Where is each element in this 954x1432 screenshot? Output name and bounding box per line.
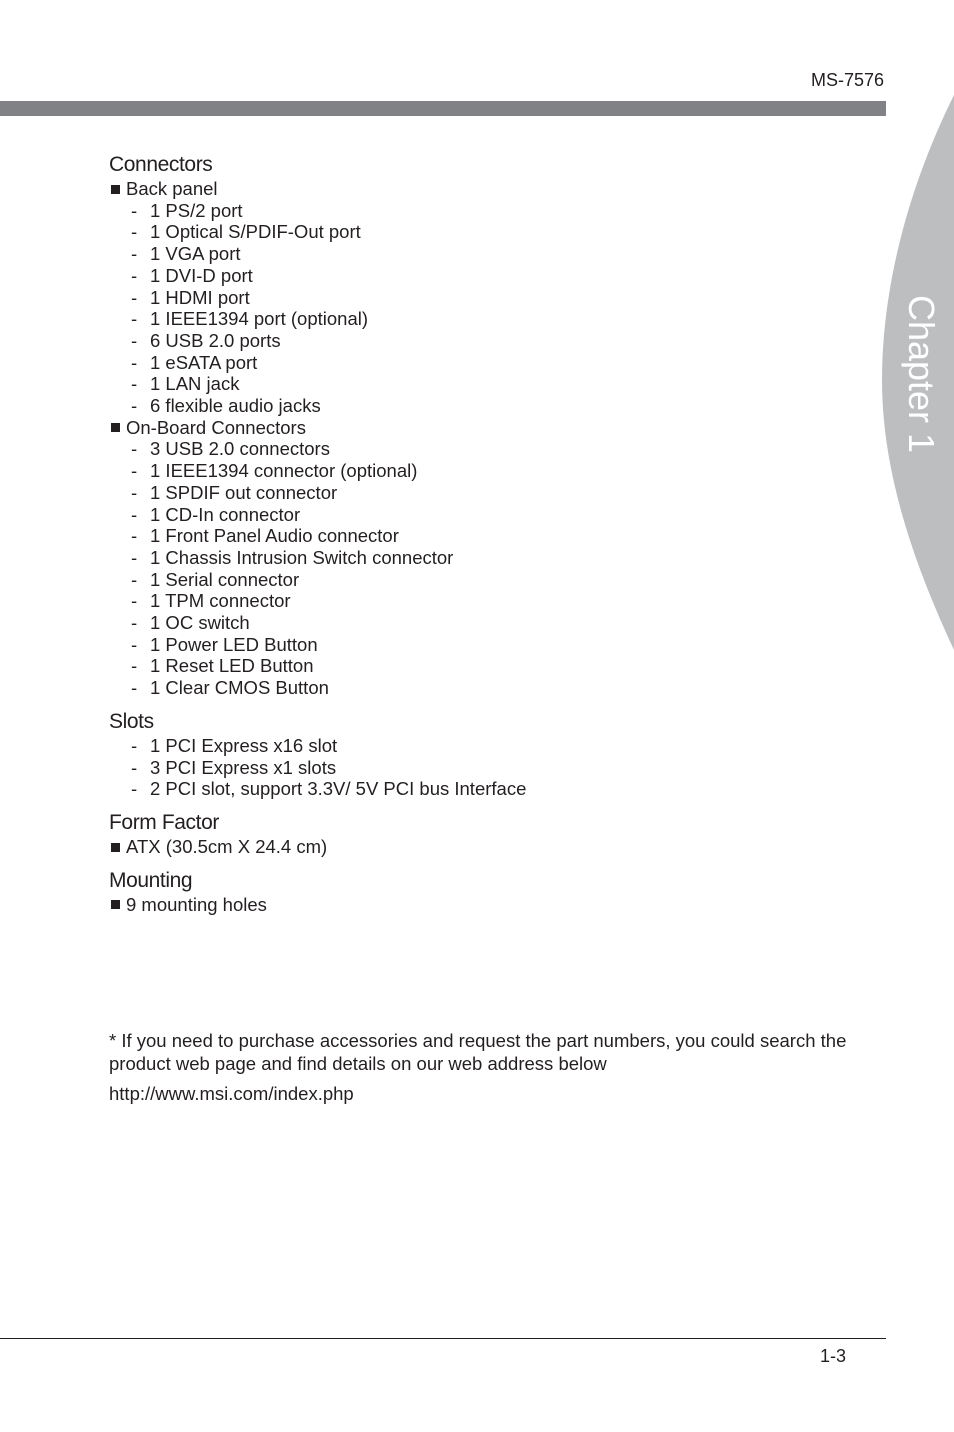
dash-marker: - [131, 590, 138, 612]
mounting-item: 9 mounting holes [109, 894, 869, 916]
list-item [109, 757, 869, 779]
footnote-url[interactable]: http://www.msi.com/index.php [109, 1083, 354, 1104]
bullet-icon [111, 423, 120, 432]
dash-marker: - [131, 655, 138, 677]
dash-marker: - [131, 460, 138, 482]
form-factor-section [109, 810, 869, 858]
bullet-icon [111, 843, 120, 852]
list-item [109, 243, 869, 265]
list-item-text: 6 USB 2.0 ports [150, 329, 281, 351]
list-item-text: 1 Clear CMOS Button [150, 677, 329, 699]
on-board-item: On-Board Connectors [109, 417, 869, 439]
list-item-text: 1 Front Panel Audio connector [150, 525, 399, 547]
list-item [109, 569, 869, 591]
list-item [109, 590, 869, 612]
list-item-text: 1 CD-In connector [150, 503, 301, 525]
list-item-text: 1 PS/2 port [150, 199, 243, 221]
slots-heading: Slots [109, 709, 154, 733]
list-item-text: 1 Power LED Button [150, 633, 318, 655]
list-item [109, 482, 869, 504]
connectors-heading: Connectors [109, 153, 213, 176]
dash-marker: - [131, 481, 138, 503]
list-item [109, 330, 869, 352]
list-item-text: 1 SPDIF out connector [150, 481, 338, 503]
list-item-text: 6 flexible audio jacks [150, 395, 321, 417]
mounting-heading: Mounting [109, 868, 193, 892]
list-item [109, 395, 869, 417]
list-item [109, 525, 869, 547]
list-item [109, 287, 869, 309]
list-item-text: 1 HDMI port [150, 286, 250, 308]
dash-marker: - [131, 264, 138, 286]
list-item [109, 438, 869, 460]
bullet-icon [111, 185, 120, 194]
list-item [109, 547, 869, 569]
dash-marker: - [131, 756, 138, 778]
list-item-text: 3 PCI Express x1 slots [150, 756, 337, 778]
dash-marker: - [131, 438, 138, 460]
slots-list [109, 735, 869, 800]
list-item-text: 1 TPM connector [150, 590, 291, 612]
dash-marker: - [131, 633, 138, 655]
list-item-text: 1 OC switch [150, 612, 250, 634]
list-item [109, 352, 869, 374]
list-item [109, 677, 869, 699]
dash-marker: - [131, 286, 138, 308]
dash-marker: - [131, 503, 138, 525]
list-item-text: 1 Serial connector [150, 568, 300, 590]
list-item [109, 612, 869, 634]
list-item [109, 200, 869, 222]
dash-marker: - [131, 373, 138, 395]
list-item [109, 308, 869, 330]
dash-marker: - [131, 199, 138, 221]
back-panel-item: Back panel [109, 178, 869, 200]
footnote [109, 1030, 869, 1114]
list-item-text: 1 Optical S/PDIF-Out port [150, 221, 361, 243]
header-bar [0, 101, 886, 116]
list-item [109, 634, 869, 656]
list-item-text: 1 Reset LED Button [150, 655, 314, 677]
footnote-text: * If you need to purchase accessories and request the part numbers, you could search the product web page and find details on our web address below [109, 1030, 847, 1074]
list-item-text: 2 PCI slot, support 3.3V/ 5V PCI bus Interface [150, 778, 527, 800]
dash-marker: - [131, 329, 138, 351]
list-item-text: 1 DVI-D port [150, 264, 253, 286]
list-item [109, 221, 869, 243]
chapter-tab [882, 0, 954, 1432]
list-item-text: 1 Chassis Intrusion Switch connector [150, 546, 454, 568]
form-factor-heading: Form Factor [109, 810, 219, 834]
form-factor-item: ATX (30.5cm X 24.4 cm) [109, 836, 869, 858]
dash-marker: - [131, 677, 138, 699]
list-item [109, 735, 869, 757]
dash-marker: - [131, 243, 138, 265]
list-item-text: 1 VGA port [150, 243, 241, 265]
list-item-text: 1 IEEE1394 connector (optional) [150, 460, 418, 482]
list-item [109, 373, 869, 395]
spec-content [109, 152, 869, 925]
list-item [109, 778, 869, 800]
footer-rule [0, 1338, 886, 1339]
model-number: MS-7576 [810, 70, 884, 90]
list-item [109, 265, 869, 287]
list-item-text: 3 USB 2.0 connectors [150, 438, 330, 460]
list-item-text: 1 eSATA port [150, 351, 258, 373]
page-number: 1-3 [819, 1346, 846, 1366]
dash-marker: - [131, 546, 138, 568]
dash-marker: - [131, 308, 138, 330]
dash-marker: - [131, 568, 138, 590]
dash-marker: - [131, 221, 138, 243]
bullet-icon [111, 900, 120, 909]
list-item [109, 504, 869, 526]
list-item [109, 460, 869, 482]
dash-marker: - [131, 612, 138, 634]
dash-marker: - [131, 525, 138, 547]
list-item-text: 1 PCI Express x16 slot [150, 734, 338, 756]
dash-marker: - [131, 778, 138, 800]
dash-marker: - [131, 351, 138, 373]
list-item-text: 1 IEEE1394 port (optional) [150, 308, 369, 330]
dash-marker: - [131, 395, 138, 417]
mounting-section [109, 868, 869, 916]
back-panel-list [109, 200, 869, 417]
dash-marker: - [131, 734, 138, 756]
list-item [109, 655, 869, 677]
on-board-list [109, 438, 869, 698]
list-item-text: 1 LAN jack [150, 373, 240, 395]
slots-section [109, 709, 869, 800]
connectors-section [109, 152, 869, 699]
